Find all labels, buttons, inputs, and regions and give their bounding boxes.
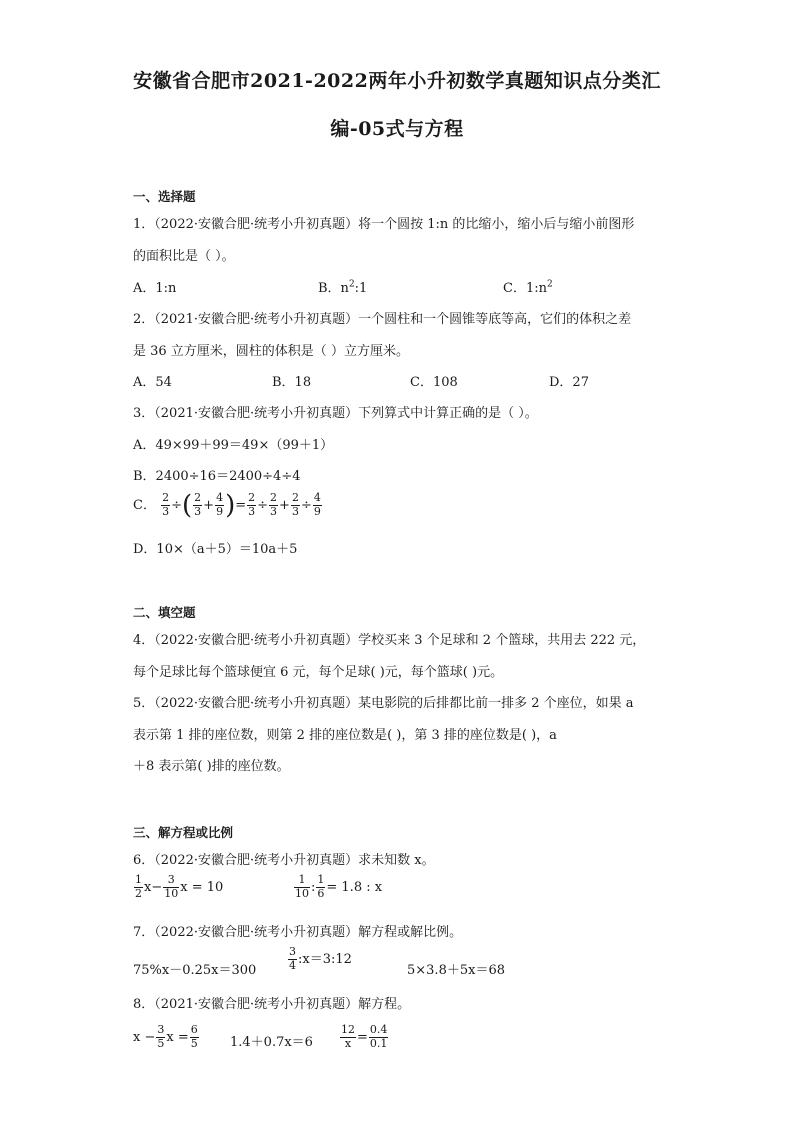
section-heading-solve: 三、解方程或比例 xyxy=(133,825,234,840)
question-8-equation-1: x − $\frac{3}{5}$ x = $\frac{6}{5}$ xyxy=(133,1023,198,1050)
question-4-text-cont: 每个足球比每个篮球便宜 6 元，每个足球( )元，每个篮球( )元。 xyxy=(133,665,504,680)
document-title-line1: 安徽省合肥市2021-2022两年小升初数学真题知识点分类汇 xyxy=(133,70,661,92)
question-3-text: 3．（2021·安徽合肥·统考小升初真题）下列算式中计算正确的是（ ）。 xyxy=(133,406,538,421)
question-1-option-b: B．$n^2:1$ xyxy=(318,279,368,296)
question-7-equation-1: 75%x－0.25x＝300 xyxy=(133,963,257,978)
fraction: $\frac{1}{10}$ xyxy=(295,873,309,900)
fraction: $\frac{2}{3}$ xyxy=(248,491,256,518)
fraction: $\frac{0.4}{0.1}$ xyxy=(369,1023,388,1050)
fraction: $\frac{2}{3}$ xyxy=(162,491,170,518)
question-4-text: 4．（2022·安徽合肥·统考小升初真题）学校买来 3 个足球和 2 个篮球，共用去 222 元， xyxy=(133,633,646,648)
question-5-text-cont: 表示第 1 排的座位数，则第 2 排的座位数是( )，第 3 排的座位数是( )，a xyxy=(133,728,557,743)
question-3-option-a: A．49×99＋99＝49×（99＋1） xyxy=(133,438,334,453)
fraction: $\frac{12}{x}$ xyxy=(341,1023,355,1050)
section-heading-choice: 一、选择题 xyxy=(133,189,196,204)
question-6-equation-1: $\frac{1}{2}$ x− $\frac{3}{10}$ x = 10 xyxy=(135,873,224,900)
question-1-text: 1．（2022·安徽合肥·统考小升初真题）将一个圆按 1:n 的比缩小，缩小后与缩小前图形 xyxy=(133,217,635,232)
question-5-text: 5．（2022·安徽合肥·统考小升初真题）某电影院的后排都比前一排多 2 个座位，如果 a xyxy=(133,696,634,711)
fraction: $\frac{4}{9}$ xyxy=(313,491,321,518)
question-2-text-cont: 是 36 立方厘米，圆柱的体积是（ ）立方厘米。 xyxy=(133,344,409,359)
question-7-equation-3: 5×3.8＋5x＝68 xyxy=(407,963,505,978)
question-7-text: 7．（2022·安徽合肥·统考小升初真题）解方程或解比例。 xyxy=(133,925,463,940)
fraction: $\frac{1}{2}$ xyxy=(135,873,142,900)
question-8-text: 8．（2021·安徽合肥·统考小升初真题）解方程。 xyxy=(133,997,411,1012)
question-8-equation-2: 1.4＋0.7x＝6 xyxy=(230,1035,313,1050)
question-2-option-b: B．18 xyxy=(272,375,312,390)
question-1-text-cont: 的面积比是（ ）。 xyxy=(133,249,235,264)
fraction: $\frac{3}{10}$ xyxy=(164,873,179,900)
fraction: $\frac{2}{3}$ xyxy=(291,491,299,518)
fraction: $\frac{4}{9}$ xyxy=(216,491,224,518)
document-title-line2: 编-05式与方程 xyxy=(330,118,464,140)
question-2-text: 2．（2021·安徽合肥·统考小升初真题）一个圆柱和一个圆锥等底等高，它们的体积之差 xyxy=(133,312,632,327)
question-3-option-c: C． $\frac{2}{3}$ ÷( $\frac{2}{3}$ + $\frac{4}{9}$ )= $\frac{2}{3}$ ÷ $\frac{2}{3}$ + $\frac{2}{3}$ ÷ $\frac{4}{9}$ xyxy=(133,490,321,521)
question-1-option-c: C．$1:n^2$ xyxy=(503,279,553,296)
question-7-equation-2: $\frac{3}{4}$ :x＝3:12 xyxy=(289,945,352,972)
question-1-option-a: A．1:n xyxy=(133,281,177,296)
fraction: $\frac{2}{3}$ xyxy=(194,491,202,518)
question-3-option-d: D．10×（a＋5）＝10a＋5 xyxy=(133,542,298,557)
question-8-equation-3: $\frac{12}{x}$ = $\frac{0.4}{0.1}$ xyxy=(341,1023,388,1050)
fraction: $\frac{2}{3}$ xyxy=(270,491,278,518)
question-3-option-b: B．2400÷16＝2400÷4÷4 xyxy=(133,469,301,484)
question-2-option-a: A．54 xyxy=(133,375,172,390)
question-2-option-d: D．27 xyxy=(549,375,589,390)
fraction: $\frac{1}{6}$ xyxy=(317,873,325,900)
question-6-text: 6．（2022·安徽合肥·统考小升初真题）求未知数 x。 xyxy=(133,853,435,868)
question-2-option-c: C．108 xyxy=(410,375,458,390)
section-heading-fill: 二、填空题 xyxy=(133,605,196,620)
fraction: $\frac{3}{5}$ xyxy=(157,1023,165,1050)
fraction: $\frac{3}{4}$ xyxy=(289,945,296,972)
question-5-text-cont2: ＋8 表示第( )排的座位数。 xyxy=(133,759,290,774)
fraction: $\frac{6}{5}$ xyxy=(190,1023,198,1050)
question-6-equation-2: $\frac{1}{10}$ : $\frac{1}{6}$ = 1.8 : x xyxy=(295,873,383,900)
